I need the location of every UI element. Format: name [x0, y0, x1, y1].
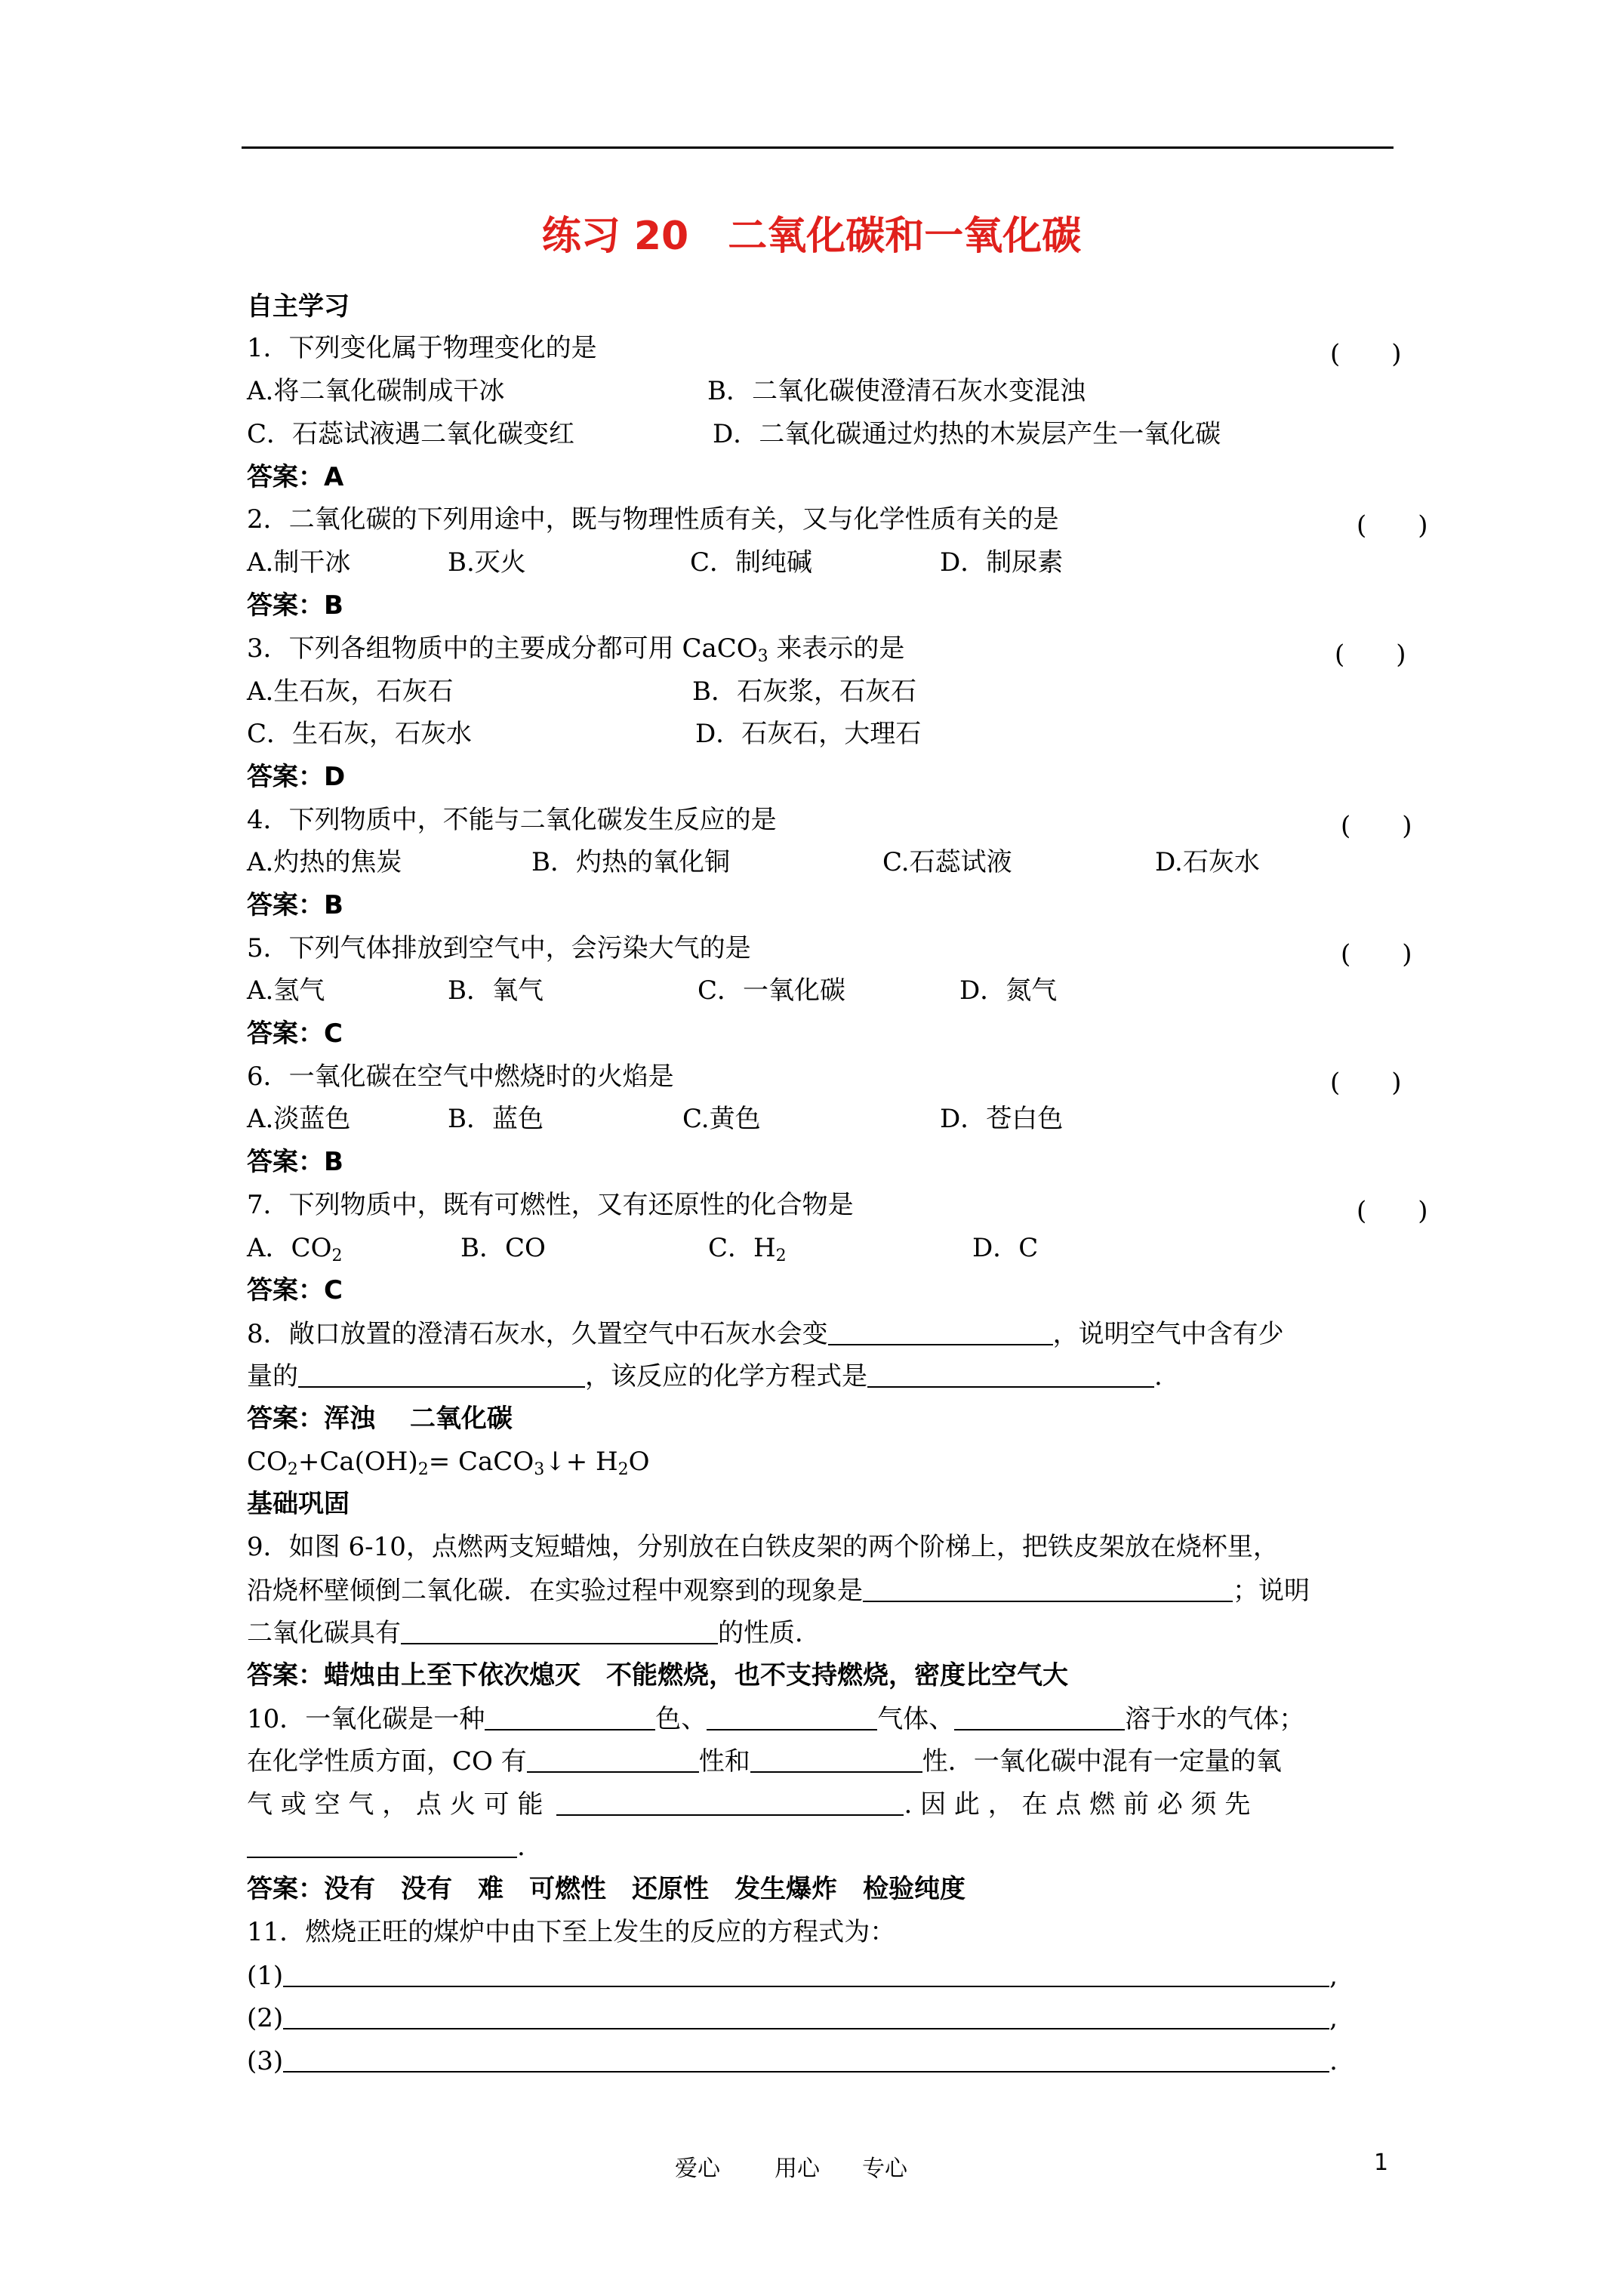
fill-blank[interactable] [867, 1361, 1154, 1388]
option-d: D．制尿素 [940, 547, 1064, 578]
answer: 答案：D [247, 762, 346, 792]
option-c: C.黄色 [682, 1104, 761, 1134]
answer-paren-4: ( ) [1341, 811, 1412, 841]
option-c: C．石蕊试液遇二氧化碳变红 [247, 419, 575, 449]
answer-paren-2: ( ) [1357, 510, 1428, 541]
option-a: A.生石灰，石灰石 [247, 676, 454, 707]
fill-blank[interactable] [954, 1703, 1125, 1730]
answer: 答案：C [247, 1019, 343, 1049]
fill-blank[interactable] [527, 1746, 699, 1773]
answer: 答案：蜡烛由上至下依次熄灭 不能燃烧，也不支持燃烧，密度比空气大 [247, 1660, 1068, 1690]
section-heading: 自主学习 [247, 291, 350, 322]
footer-text: 爱心 [675, 2156, 720, 2182]
answer: 答案：浑浊 二氧化碳 [247, 1404, 513, 1434]
header-rule [242, 146, 1394, 149]
answer: 答案：B [247, 590, 343, 621]
question-2: 2．二氧化碳的下列用途中，既与物理性质有关，又与化学性质有关的是 [247, 504, 1059, 535]
equation-line-3: (3) . [247, 2046, 1338, 2076]
question-1: 1．下列变化属于物理变化的是 [247, 333, 597, 363]
answer-paren-6: ( ) [1330, 1068, 1402, 1098]
question-10: 10．一氧化碳是一种 色、 气体、 溶于水的气体； [247, 1704, 1305, 1734]
answer: 答案：没有 没有 难 可燃性 还原性 发生爆炸 检验纯度 [247, 1874, 965, 1904]
answer-paren-5: ( ) [1341, 939, 1412, 969]
answer: 答案：A [247, 462, 344, 492]
footer-text: 专心 [862, 2156, 907, 2182]
fill-blank[interactable] [298, 1361, 585, 1388]
question-6: 6．一氧化碳在空气中燃烧时的火焰是 [247, 1062, 674, 1092]
option-b: B．CO [460, 1233, 546, 1263]
option-c: C.石蕊试液 [882, 847, 1012, 877]
option-b: B.灭火 [448, 547, 526, 578]
option-d: D．C [972, 1233, 1039, 1263]
question-8-cont: 量的 ，该反应的化学方程式是 . [247, 1361, 1163, 1391]
question-7: 7．下列物质中，既有可燃性，又有还原性的化合物是 [247, 1190, 854, 1220]
answer-paren-7: ( ) [1357, 1196, 1428, 1226]
answer-paren-1: ( ) [1330, 339, 1402, 369]
equation-line-1: (1) , [247, 1961, 1338, 1991]
answer: 答案：C [247, 1275, 343, 1305]
answer: 答案：B [247, 890, 343, 920]
question-9: 9．如图 6-10，点燃两支短蜡烛，分别放在白铁皮架的两个阶梯上，把铁皮架放在烧杯里， [247, 1532, 1279, 1562]
fill-blank[interactable] [707, 1703, 877, 1730]
footer-text: 用心 [775, 2156, 820, 2182]
fill-blank[interactable] [283, 2002, 1329, 2029]
option-d: D．氮气 [959, 975, 1058, 1006]
answer: 答案：B [247, 1147, 343, 1177]
question-9-cont: 二氧化碳具有 的性质． [247, 1618, 821, 1648]
fill-blank[interactable] [863, 1575, 1233, 1602]
question-10-cont: 在化学性质方面，CO 有 性和 性．一氧化碳中混有一定量的氧 [247, 1746, 1282, 1777]
question-3: 3．下列各组物质中的主要成分都可用 CaCO$_3$ 来表示的是 [247, 633, 905, 666]
question-10-cont: 气 或 空 气 ， 点 火 可 能 . 因 此 ， 在 点 燃 前 必 须 先 [247, 1789, 1251, 1820]
fill-blank[interactable] [247, 1831, 517, 1858]
section-heading: 基础巩固 [247, 1489, 350, 1519]
option-b: B．灼热的氧化铜 [531, 847, 730, 877]
option-d: D.石灰水 [1155, 847, 1260, 877]
fill-blank[interactable] [283, 1960, 1329, 1987]
fill-blank[interactable] [828, 1318, 1053, 1345]
question-4: 4．下列物质中，不能与二氧化碳发生反应的是 [247, 805, 777, 835]
page-title: 练习 20 二氧化碳和一氧化碳 [541, 214, 1082, 259]
option-c: C．$H_2$ [708, 1233, 787, 1265]
option-a: A.将二氧化碳制成干冰 [247, 376, 505, 406]
chemical-equation: $CO_2+Ca(OH)_2=$ CaCO$_3$↓+ $H_2O$ [247, 1447, 650, 1479]
option-c: C．制纯碱 [690, 547, 813, 578]
answer-paren-3: ( ) [1335, 639, 1406, 670]
question-5: 5．下列气体排放到空气中，会污染大气的是 [247, 933, 751, 963]
question-8: 8．敞口放置的澄清石灰水，久置空气中石灰水会变 ，说明空气中含有少 [247, 1319, 1284, 1349]
question-10-cont: . [247, 1831, 525, 1862]
option-a: A.灼热的焦炭 [247, 847, 402, 877]
option-b: B．氧气 [448, 975, 544, 1006]
fill-blank[interactable] [401, 1617, 718, 1644]
option-d: D．二氧化碳通过灼热的木炭层产生一氧化碳 [713, 419, 1221, 449]
question-11: 11．燃烧正旺的煤炉中由下至上发生的反应的方程式为： [247, 1917, 896, 1947]
fill-blank[interactable] [556, 1789, 904, 1816]
option-c: C．生石灰，石灰水 [247, 719, 473, 749]
option-c: C．一氧化碳 [698, 975, 846, 1006]
equation-line-2: (2) , [247, 2003, 1338, 2033]
option-b: B．蓝色 [448, 1104, 544, 1134]
question-9-cont: 沿烧杯壁倾倒二氧化碳．在实验过程中观察到的现象是 ；说明 [247, 1576, 1310, 1606]
option-a: A.淡蓝色 [247, 1104, 351, 1134]
option-b: B．二氧化碳使澄清石灰水变混浊 [707, 376, 1086, 406]
option-d: D．石灰石，大理石 [695, 719, 922, 749]
option-a: A.氢气 [247, 975, 325, 1006]
option-b: B．石灰浆，石灰石 [692, 676, 916, 707]
option-a: A．$CO_2$ [247, 1233, 343, 1265]
fill-blank[interactable] [283, 2045, 1329, 2073]
fill-blank[interactable] [485, 1703, 655, 1730]
option-a: A.制干冰 [247, 547, 351, 578]
option-d: D．苍白色 [940, 1104, 1064, 1134]
fill-blank[interactable] [750, 1746, 922, 1773]
page-number: 1 [1374, 2150, 1389, 2176]
